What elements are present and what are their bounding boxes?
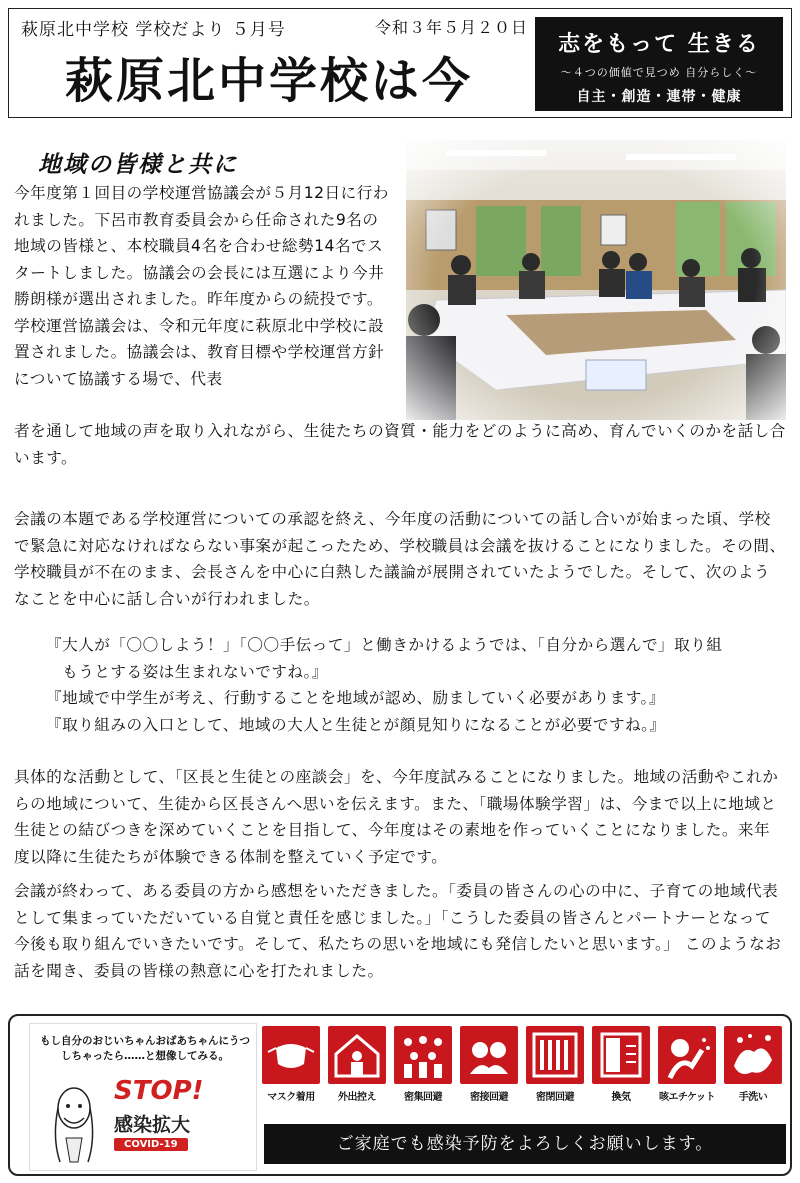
article-paragraph-5: 会議が終わって、ある委員の方から感想をいただきました。「委員の皆さんの心の中に、子育ての地域代表として集まっていただいている自覚と責任を感じました。」「こうした委員の皆さんとパートナーとなって今後も取り組んでいきたいです。そして、私たちの思いを地域にも発信したいと思います。」 このようなお話を聞き、委員の皆様の熱意に心を打たれました。 bbox=[14, 882, 782, 980]
prevention-label: 密接回避 bbox=[470, 1092, 508, 1103]
prevention-label: 換気 bbox=[611, 1092, 631, 1103]
prevention-icons bbox=[262, 1026, 786, 1122]
mask-icon bbox=[262, 1026, 320, 1084]
prevention-item bbox=[658, 1026, 716, 1103]
quote-line: もうとする姿は生まれないですね。』 bbox=[46, 662, 328, 681]
prevention-item bbox=[262, 1026, 320, 1103]
stop-label: STOP! bbox=[114, 1076, 204, 1106]
prevention-label: 外出控え bbox=[338, 1092, 376, 1103]
article-paragraph-2: 者を通して地域の声を取り入れながら、生徒たちの資質・能力をどのように高め、育んでいくのかを話し合います。 bbox=[14, 422, 786, 467]
article-paragraph-4: 具体的な活動として、「区長と生徒との座談会」を、今年度試みることになりました。地域の活動やこれからの地域について、生徒から区長さんへ思いを伝えます。また、「職場体験学習」は、今まで以上に地域と生徒との結びつきを深めていくことを目指して、今年度はその素地を作っていくことになりました。来年度以降に生徒たちが体験できる体制を整えていく予定です。 bbox=[14, 768, 779, 866]
article-paragraph-3: 会議の本題である学校運営についての承認を終え、今年度の活動についての話し合いが始まった頃、学校で緊急に対応なければならない事案が起こったため、学校職員は会議を抜けることになりました。その間、学校職員が不在のまま、会長さんを中心に白熱した議論が展開されていたようでした。そして、次のようなことを中心に話し合いが行われました。 bbox=[14, 510, 786, 608]
quote-line: 『地域で中学生が考え、行動することを地域が認め、励ましていく必要があります。』 bbox=[46, 689, 665, 707]
handwash-icon bbox=[724, 1026, 782, 1084]
newsletter-title: 萩原北中学校は今 bbox=[65, 53, 474, 109]
motto-values: 自主・創造・連帯・健康 bbox=[576, 89, 742, 105]
prevention-label: 手洗い bbox=[738, 1092, 768, 1103]
meeting-photo bbox=[406, 140, 786, 420]
covid-label: COVID-19 bbox=[114, 1138, 188, 1151]
article-paragraph-1: 今年度第１回目の学校運営協議会が５月12日に行われました。下呂市教育委員会から任命された9名の地域の皆様と、本校職員4名を合わせ総勢14名でスタートしました。協議会の会長には互選により今井勝朗様が選出されました。昨年度からの続投です。 学校運営協議会は、令和元年度に萩原北中学校に設置されました。協議会は、教育目標や学校運営方針について協議する場で、代表 bbox=[14, 184, 392, 388]
prevention-item bbox=[526, 1026, 584, 1103]
cough-icon bbox=[658, 1026, 716, 1084]
prevention-label: 咳エチケット bbox=[658, 1092, 716, 1103]
prevention-item bbox=[460, 1026, 518, 1103]
stay-home-icon bbox=[328, 1026, 386, 1084]
prevention-message: ご家庭でも感染予防をよろしくお願いします。 bbox=[264, 1124, 786, 1164]
quote-line: 『大人が「〇〇しよう！」「〇〇手伝って」と働きかけるようでは、「自分から選んで」取り組 bbox=[46, 636, 723, 654]
newsletter-meta: 萩原北中学校 学校だより ５月号 bbox=[21, 20, 286, 40]
closed-space-icon bbox=[526, 1026, 584, 1084]
crowd-icon bbox=[394, 1026, 452, 1084]
prevention-item bbox=[328, 1026, 386, 1103]
infection-prevention-banner bbox=[8, 1014, 792, 1176]
stop-kansen-label: 感染拡大 bbox=[114, 1114, 191, 1136]
motto-sub: ～４つの価値で見つめ 自分らしく～ bbox=[560, 66, 758, 79]
poster-caption: もし自分のおじいちゃんおばあちゃんにうつしちゃったら……と想像してみる。 bbox=[40, 1035, 250, 1062]
amabie-icon bbox=[44, 1078, 104, 1164]
prevention-label: 密閉回避 bbox=[536, 1092, 574, 1103]
prevention-item bbox=[724, 1026, 782, 1103]
prevention-label: マスク着用 bbox=[267, 1092, 315, 1103]
issue-date: 令和３年５月２０日 bbox=[375, 18, 529, 37]
quote-line: 『取り組みの入口として、地域の大人と生徒とが顔見知りになることが必要ですね。』 bbox=[46, 715, 666, 734]
close-contact-icon bbox=[460, 1026, 518, 1084]
prevention-label: 密集回避 bbox=[404, 1092, 442, 1103]
ventilation-icon bbox=[592, 1026, 650, 1084]
prevention-item bbox=[394, 1026, 452, 1103]
motto-main: 志をもって 生きる bbox=[558, 32, 760, 57]
motto-box bbox=[535, 17, 783, 111]
meeting-quotes bbox=[46, 632, 786, 738]
prevention-item bbox=[592, 1026, 650, 1103]
stop-covid-poster bbox=[30, 1024, 256, 1170]
article-heading: 地域の皆様と共に bbox=[38, 152, 238, 178]
masthead bbox=[8, 8, 792, 118]
